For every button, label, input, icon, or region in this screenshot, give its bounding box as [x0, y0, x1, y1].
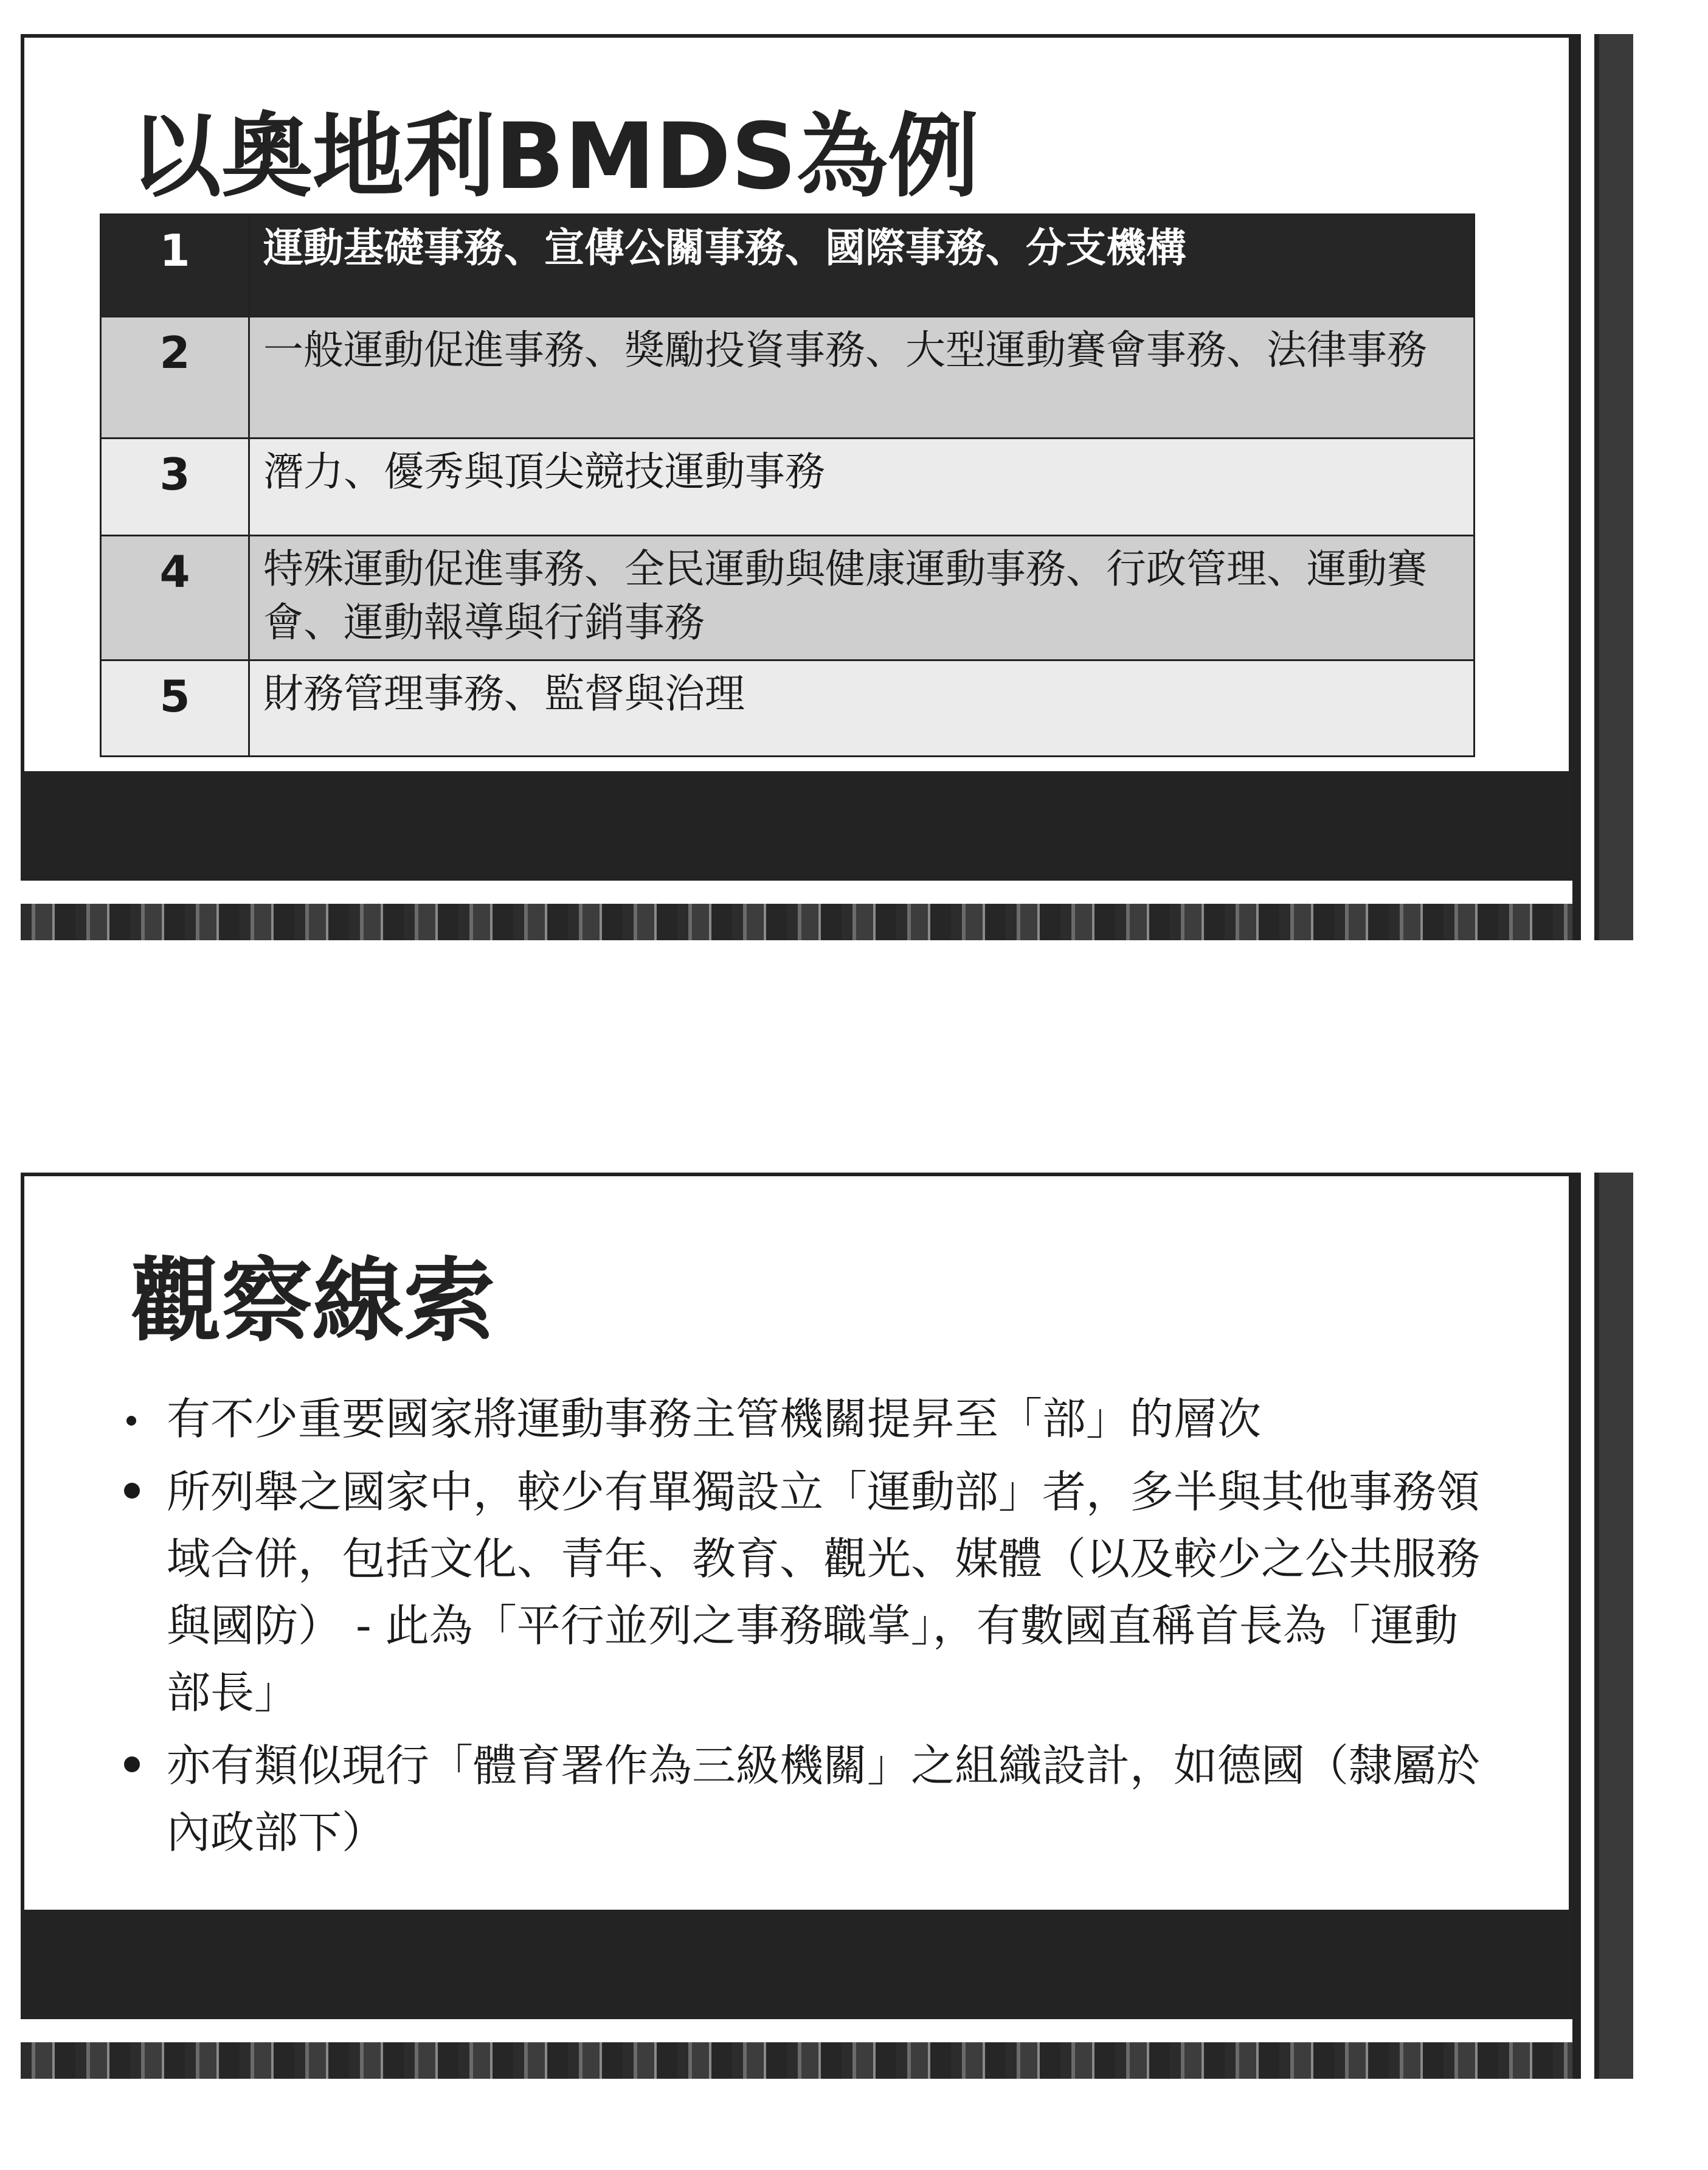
row-text: 運動基礎事務、宣傳公關事務、國際事務、分支機構: [249, 215, 1475, 317]
row-text: 潛力、優秀與頂尖競技運動事務: [249, 439, 1475, 536]
bullet-text: 有不少重要國家將運動事務主管機關提昇至「部」的層次: [167, 1393, 1262, 1444]
slide-footer-band: [21, 771, 1572, 881]
bullet-text: 亦有類似現行「體育署作為三級機關」之組織設計，如德國（隸屬於內政部下）: [167, 1740, 1481, 1858]
side-stripes: [1572, 1173, 1633, 2079]
footer-divider: [21, 2019, 1572, 2042]
row-text: 財務管理事務、監督與治理: [249, 660, 1475, 757]
footer-texture: [21, 904, 1633, 940]
list-item: [112, 1732, 1498, 1866]
bullet-icon: [124, 1483, 140, 1499]
bullet-icon: [124, 1756, 140, 1772]
list-item: [112, 1458, 1498, 1726]
footer-texture: [21, 2042, 1633, 2079]
row-number: 5: [101, 660, 249, 757]
row-text: 特殊運動促進事務、全民運動與健康運動事務、行政管理、運動賽會、運動報導與行銷事務: [249, 536, 1475, 660]
footer-divider: [21, 881, 1572, 904]
row-number: 3: [101, 439, 249, 536]
list-item: [112, 1385, 1498, 1452]
slide-title: 以奧地利BMDS為例: [130, 104, 980, 210]
row-number: 4: [101, 536, 249, 660]
table-row: [101, 317, 1475, 439]
bullet-text: 所列舉之國家中，較少有單獨設立「運動部」者，多半與其他事務領域合併，包括文化、青年、教育、觀光、媒體（以及較少之公共服務與國防） - 此為「平行並列之事務職掌」，有數國直稱首長為「運動部長」: [167, 1466, 1481, 1718]
row-text: 一般運動促進事務、獎勵投資事務、大型運動賽會事務、法律事務: [249, 317, 1475, 439]
slide-bmds: [21, 34, 1633, 940]
bullet-list: [112, 1385, 1498, 1872]
table-row: [101, 536, 1475, 660]
row-number: 2: [101, 317, 249, 439]
row-number: 1: [101, 215, 249, 317]
table-row: [101, 439, 1475, 536]
bullet-icon: [126, 1416, 136, 1426]
table-row: [101, 215, 1475, 317]
table-row: [101, 660, 1475, 757]
side-stripes: [1572, 34, 1633, 940]
slide-title: 觀察線索: [130, 1249, 496, 1354]
bmds-table: [100, 213, 1475, 757]
slide-footer-band: [21, 1910, 1572, 2019]
slide-observations: [21, 1173, 1633, 2079]
